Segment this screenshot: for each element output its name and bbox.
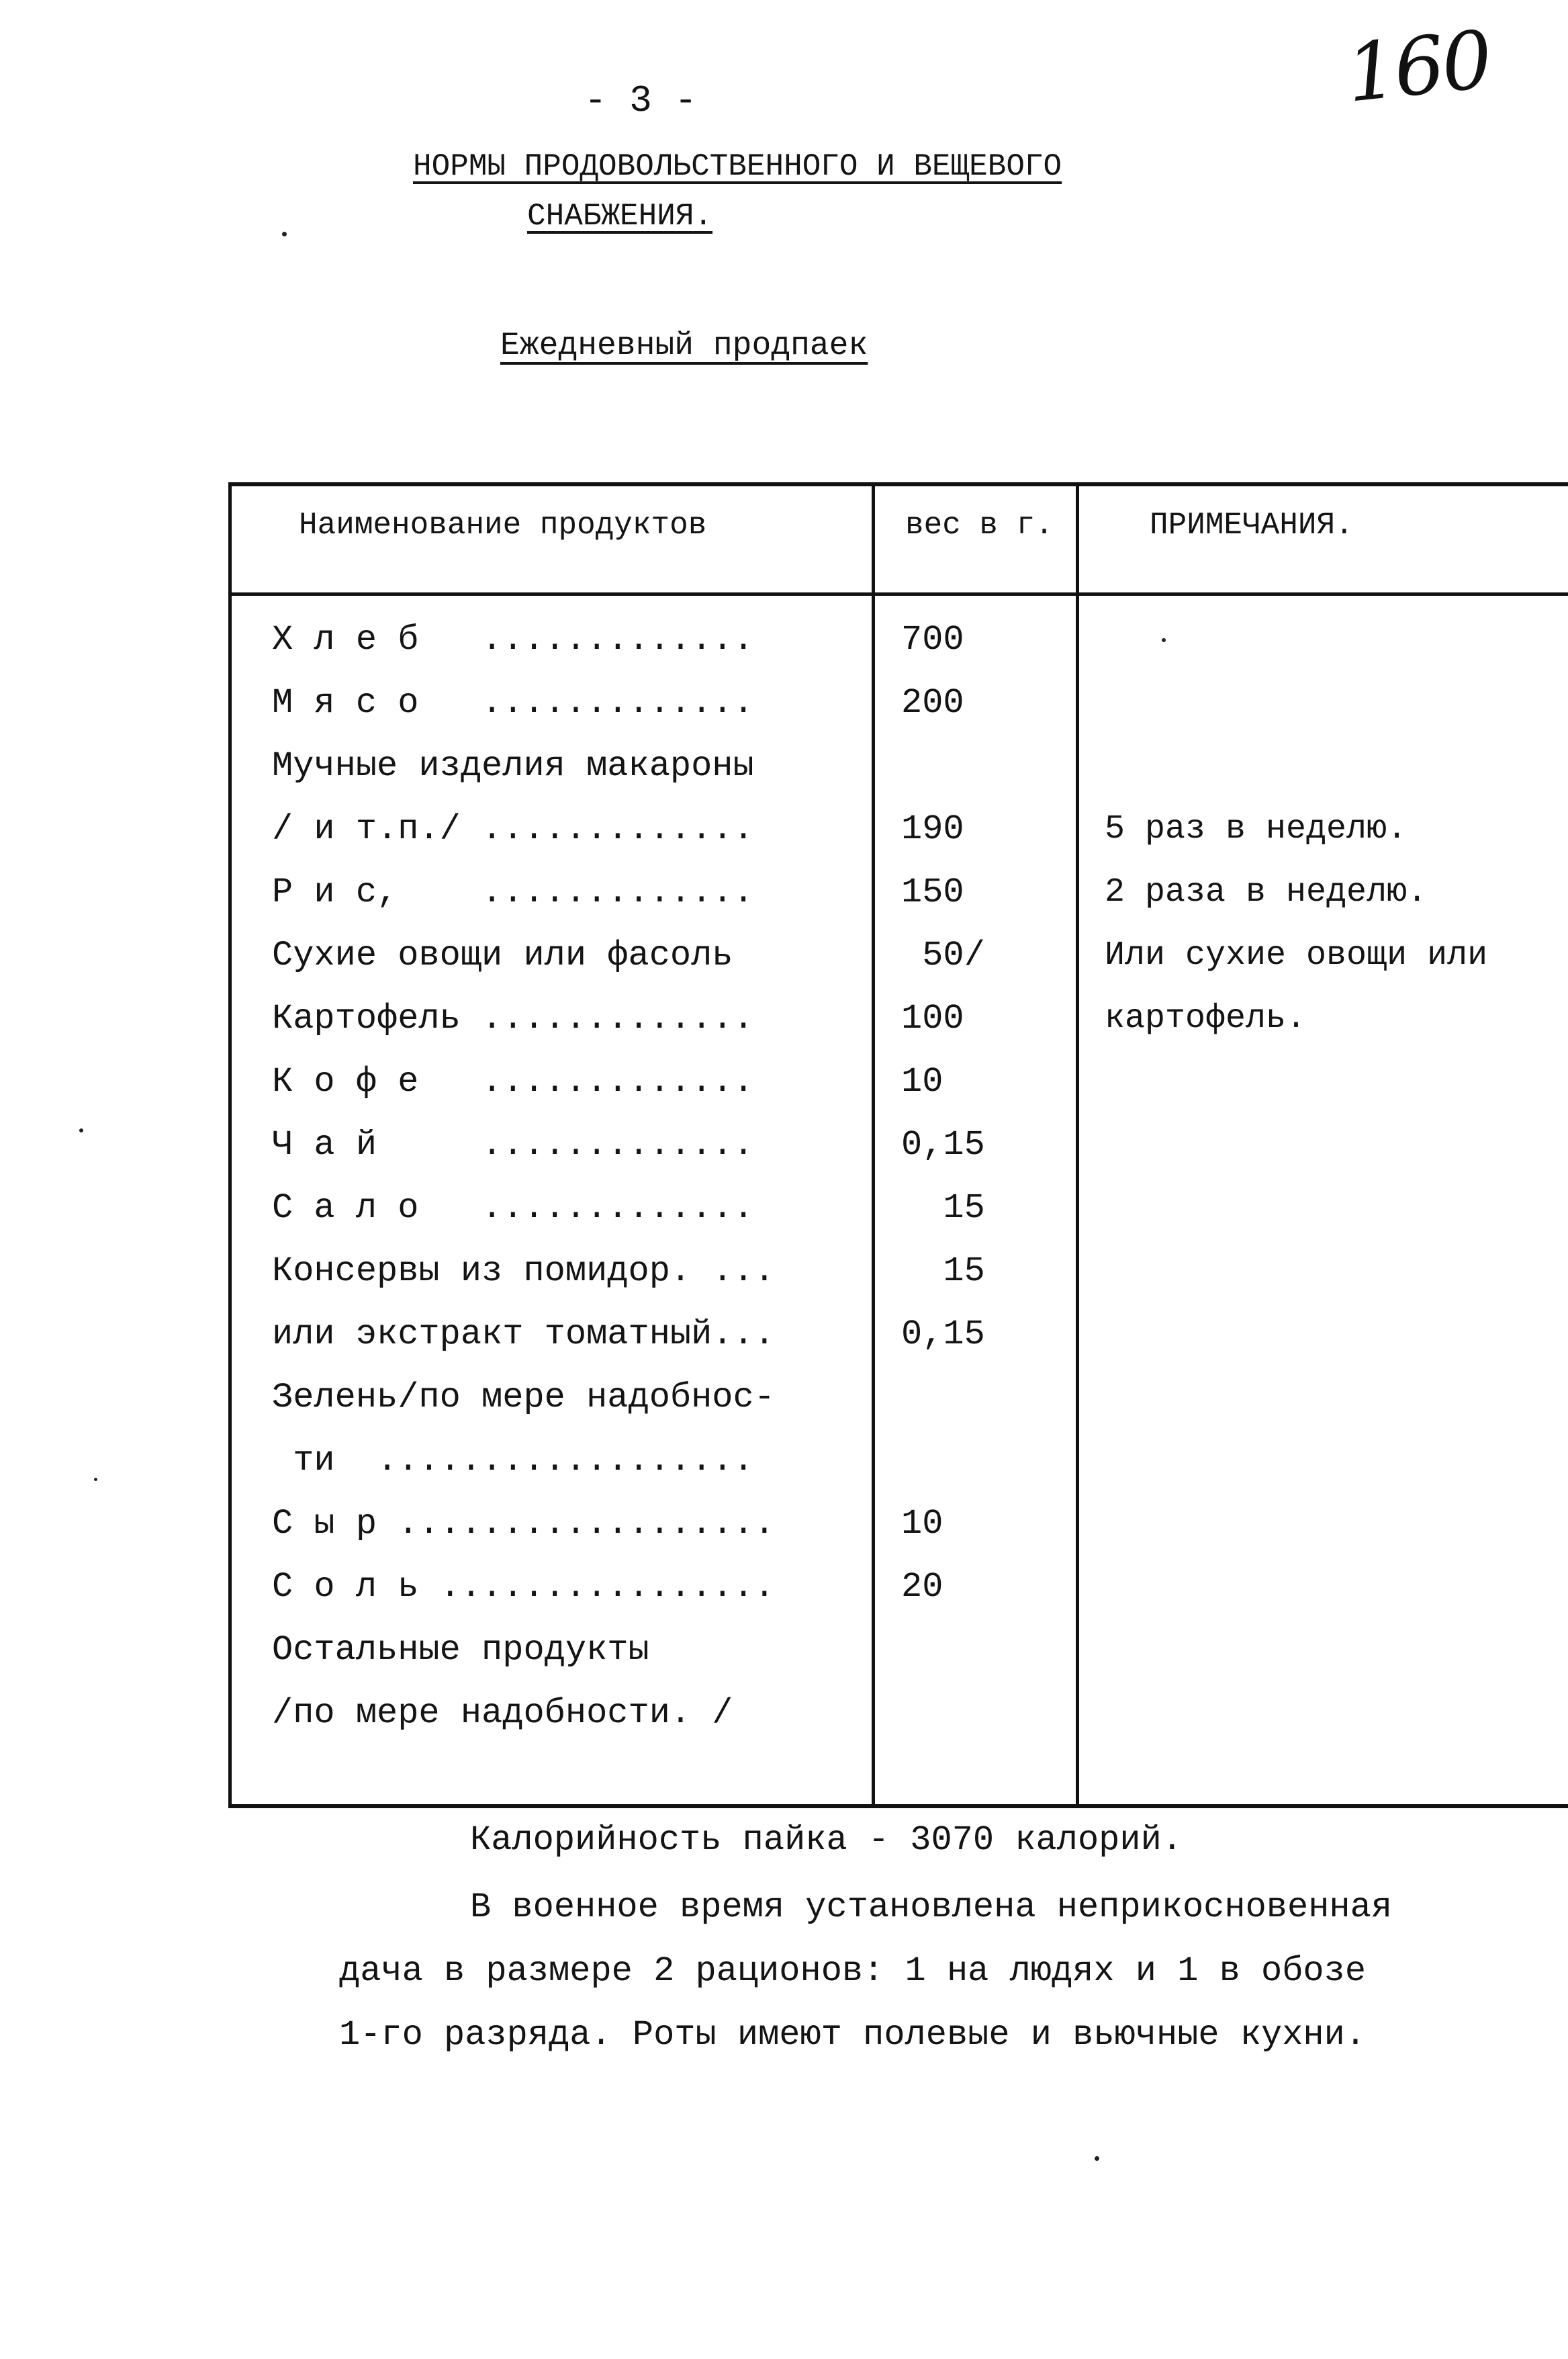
product-weight: 10 [901, 1062, 943, 1102]
product-note: 2 раза в неделю. [1105, 873, 1428, 911]
product-weight: 50/ [901, 936, 985, 975]
document-title-line-1: НОРМЫ ПРОДОВОЛЬСТВЕННОГО И ВЕЩЕВОГО [413, 149, 1062, 184]
footer-paragraph-line-1: В военное время установлена неприкосновенная [470, 1887, 1393, 1927]
table-row [0, 735, 1568, 798]
product-weight: 700 [901, 620, 964, 660]
product-name: Картофель ............. [272, 999, 754, 1038]
table-row [0, 924, 1568, 987]
product-name: С ы р .................. [272, 1504, 775, 1544]
table-header-divider [228, 592, 1568, 596]
handwritten-page-number: 160 [1342, 13, 1494, 120]
table-row [0, 1429, 1568, 1493]
table-row [0, 672, 1568, 735]
product-name: Ч а й ............. [272, 1125, 754, 1165]
page-number: - 3 - [584, 79, 698, 122]
table-row [0, 1619, 1568, 1682]
product-note: картофель. [1105, 999, 1307, 1038]
product-note: Или сухие овощи или [1105, 936, 1488, 975]
product-weight: 15 [901, 1251, 985, 1291]
footer-paragraph-line-2: дача в размере 2 рационов: 1 на людях и 1 в обозе [339, 1951, 1367, 1991]
product-name: Остальные продукты [272, 1630, 649, 1670]
product-name: С а л о ............. [272, 1188, 754, 1228]
product-name: Сухие овощи или фасоль [272, 936, 733, 975]
calorie-statement: Калорийность пайка - 3070 калорий. [470, 1820, 1183, 1860]
table-row [0, 1682, 1568, 1745]
product-weight: 10 [901, 1504, 943, 1544]
table-top-border [228, 482, 1568, 486]
table-bottom-border [228, 1804, 1568, 1808]
product-weight: 190 [901, 809, 964, 849]
product-name: С о л ь ................ [272, 1567, 775, 1607]
product-note: 5 раз в неделю. [1105, 810, 1408, 848]
scan-speck [79, 1128, 83, 1132]
table-row [0, 987, 1568, 1051]
document-title-line-2: СНАБЖЕНИЯ. [527, 199, 713, 234]
product-name: Мучные изделия макароны [272, 746, 754, 786]
product-name: К о ф е ............. [272, 1062, 754, 1102]
product-weight: 150 [901, 873, 964, 912]
scan-speck [282, 232, 287, 236]
scan-speck [94, 1478, 97, 1481]
table-row [0, 1177, 1568, 1240]
table-row [0, 861, 1568, 924]
product-weight: 0,15 [901, 1125, 985, 1165]
table-row [0, 1303, 1568, 1366]
product-weight: 0,15 [901, 1315, 985, 1354]
column-header-notes: ПРИМЕЧАНИЯ. [1150, 508, 1354, 543]
product-weight: 200 [901, 683, 964, 723]
product-name: /по мере надобности. / [272, 1693, 733, 1733]
column-header-name: Наименование продуктов [299, 508, 707, 543]
scan-speck [1095, 2156, 1099, 2161]
product-name: Р и с, ............. [272, 873, 754, 912]
product-name: или экстракт томатный... [272, 1315, 775, 1354]
table-row [0, 798, 1568, 861]
product-name: Х л е б ............. [272, 620, 754, 660]
table-row [0, 1240, 1568, 1303]
footer-paragraph-line-3: 1-го разряда. Роты имеют полевые и вьючные кухни. [339, 2015, 1367, 2055]
product-weight: 20 [901, 1567, 943, 1607]
product-weight: 15 [901, 1188, 985, 1228]
column-header-weight: вес в г. [905, 508, 1054, 543]
product-name: М я с о ............. [272, 683, 754, 723]
table-row [0, 1493, 1568, 1556]
table-row [0, 1556, 1568, 1619]
table-row [0, 609, 1568, 672]
scan-speck [1162, 638, 1166, 642]
table-row [0, 1114, 1568, 1177]
product-name: ти .................. [272, 1441, 754, 1480]
product-name: / и т.п./ ............. [272, 809, 754, 849]
product-name: Консервы из помидор. ... [272, 1251, 775, 1291]
product-name: Зелень/по мере надобнос- [272, 1378, 775, 1417]
section-subtitle: Ежедневный продпаек [500, 328, 868, 364]
table-row [0, 1366, 1568, 1429]
table-row [0, 1051, 1568, 1114]
product-weight: 100 [901, 999, 964, 1038]
